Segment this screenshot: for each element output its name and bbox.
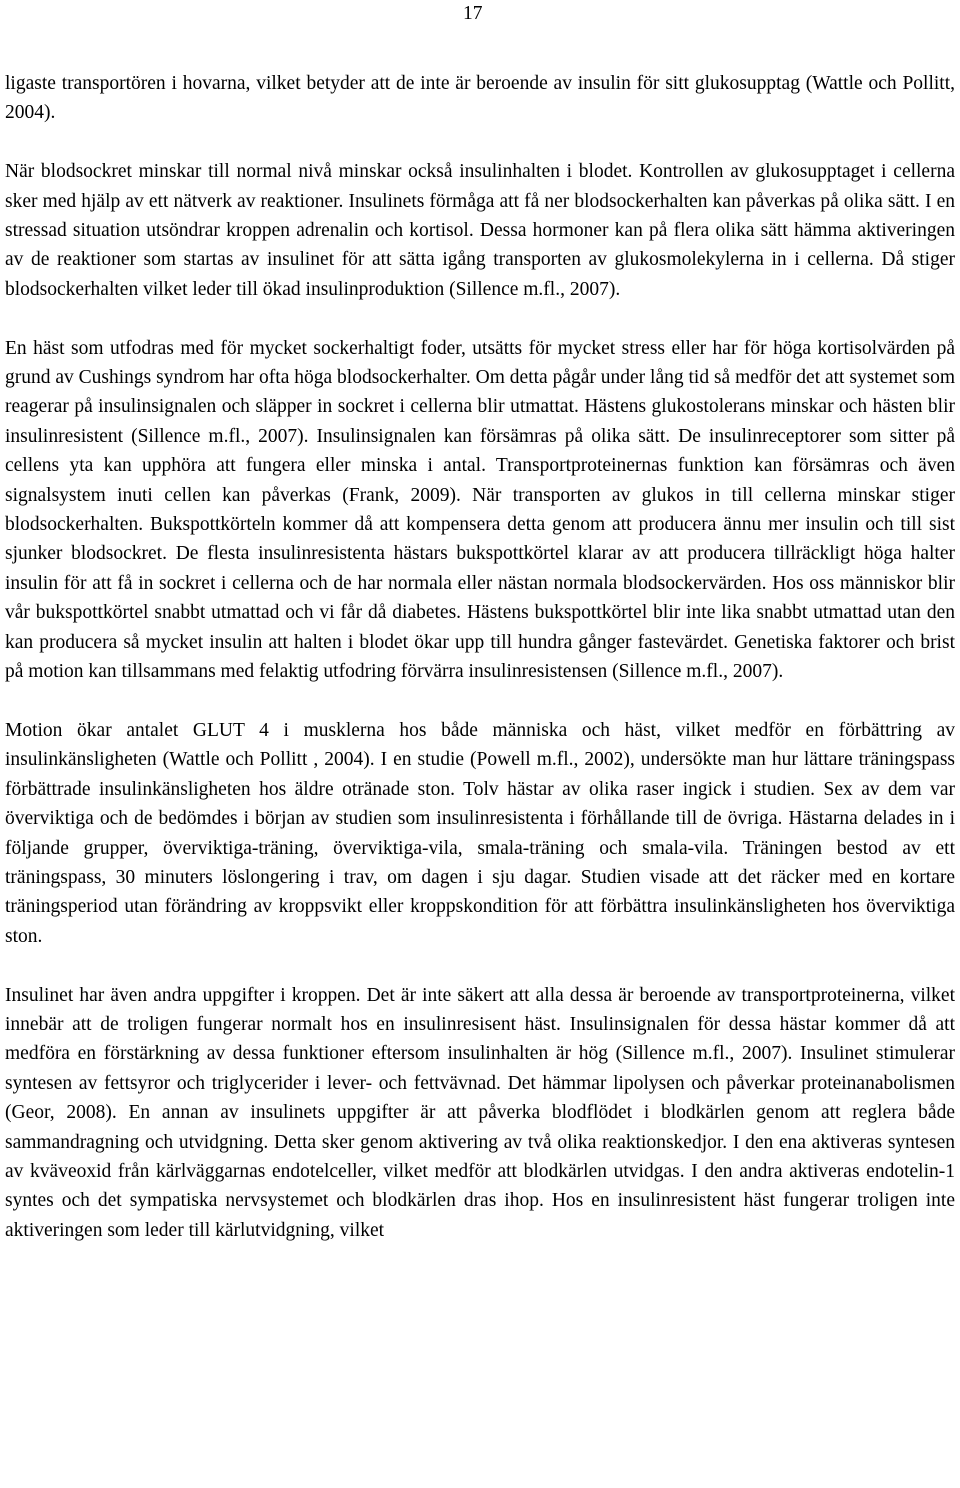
paragraph-4: Motion ökar antalet GLUT 4 i musklerna hos både människa och häst, vilket medför en förbättring av insulinkänsligheten (Wattle och Pollitt , 2004). I en studie (Powell m.fl., 2002), undersökte man hur lättare träningspass förbättrade insulinkänsligheten hos äldre otränade ston. Tolv hästar av olika raser ingick i studien. Sex av dem var överviktiga och de bedömdes i början av studien som insulinresistenta i förhållande till de övriga. Hästarna delades in i följande grupper, överviktiga-träning, överviktiga-vila, smala-träning och smala-vila. Träningen bestod av ett träningspass, 30 minuters löslongering i trav, om dagen i sju dagar. Studien visade att det räcker med en kortare träningsperiod utan förändring av kroppsvikt eller kroppskondition för att förbättra insulinkänsligheten hos överviktiga ston. — [5, 719, 955, 947]
paragraph-2: När blodsockret minskar till normal nivå minskar också insulinhalten i blodet. Kontrollen av glukosupptaget i cellerna sker med hjälp av ett nätverk av reaktioner. Insulinets förmåga att få ner blodsockerhalten kan påverkas på olika sätt. I en stressad situation utsöndrar kroppen adrenalin och kortisol. Dessa hormoner kan på flera olika sätt hämma aktiveringen av de reaktioner som startas av insulinet för att sätta igång transporten av glukosmolekylerna in i cellerna. Då stiger blodsockerhalten vilket leder till ökad insulinproduktion (Sillence m.fl., 2007). — [5, 161, 955, 300]
page-number: 17 — [463, 3, 483, 24]
paragraph-5: Insulinet har även andra uppgifter i kroppen. Det är inte säkert att alla dessa är beroende av transportproteinerna, vilket innebär att de troligen fungerar normalt hos en insulinresisent häst. Insulinsignalen för dessa hästar kommer då att medföra en förstärkning av dessa funktioner eftersom insulinhalten är hög (Sillence m.fl., 2007). Insulinet stimulerar syntesen av fettsyror och triglycerider i lever- och fettvävnad. Det hämmar lipolysen och påverkar proteinanabolismen (Geor, 2008). En annan av insulinets uppgifter är att påverka blodflödet i blodkärlen genom att reglera både sammandragning och utvidgning. Detta sker genom aktivering av två olika reaktionskedjor. I den ena aktiveras syntesen av kväveoxid från kärlväggarnas endotelceller, vilket medför att blodkärlen utvidgas. I den andra aktiveras endotelin-1 syntes och det sympatiska nervsystemet och blodkärlen dras ihop. Hos en insulinresistent häst fungerar troligen inte aktiveringen som leder till kärlutvidgning, vilket — [5, 984, 955, 1241]
document-body — [5, 69, 955, 1245]
paragraph-3: En häst som utfodras med för mycket sockerhaltigt foder, utsätts för mycket stress eller har för höga kortisolvärden på grund av Cushings syndrom har ofta höga blodsockerhalter. Om detta pågår under lång tid så medför det att systemet som reagerar på insulinsignalen och släpper in sockret i cellerna blir utmattat. Hästens glukostolerans minskar och hästen blir insulinresistent (Sillence m.fl., 2007). Insulinsignalen kan försämras på olika sätt. De insulinreceptorer som sitter på cellens yta kan upphöra att fungera eller minska i antal. Transportproteinernas funktion kan försämras och även signalsystem inuti cellen kan påverkas (Frank, 2009). När transporten av glukos in till cellerna minskar stiger blodsockerhalten. Bukspottkörteln kommer då att kompensera detta genom att producera ännu mer insulin och till sist sjunker blodsockret. De flesta insulinresistenta hästars bukspottkörtel klarar av att producera tillräckligt höga halter insulin för att få in sockret i cellerna och de har normala eller nästan normala blodsockervärden. Hos oss människor blir vår bukspottkörtel snabbt utmattad och vi får då diabetes. Hästens bukspottkörtel blir inte lika snabbt utmattad utan den kan producera så mycket insulin att halten i blodet ökar upp till hundra gånger fastevärdet. Genetiska faktorer och brist på motion kan tillsammans med felaktig utfodring förvärra insulinresistensen (Sillence m.fl., 2007). — [5, 337, 955, 683]
paragraph-1: ligaste transportören i hovarna, vilket betyder att de inte är beroende av insulin för sitt glukosupptag (Wattle och Pollitt, 2004). — [5, 73, 955, 124]
